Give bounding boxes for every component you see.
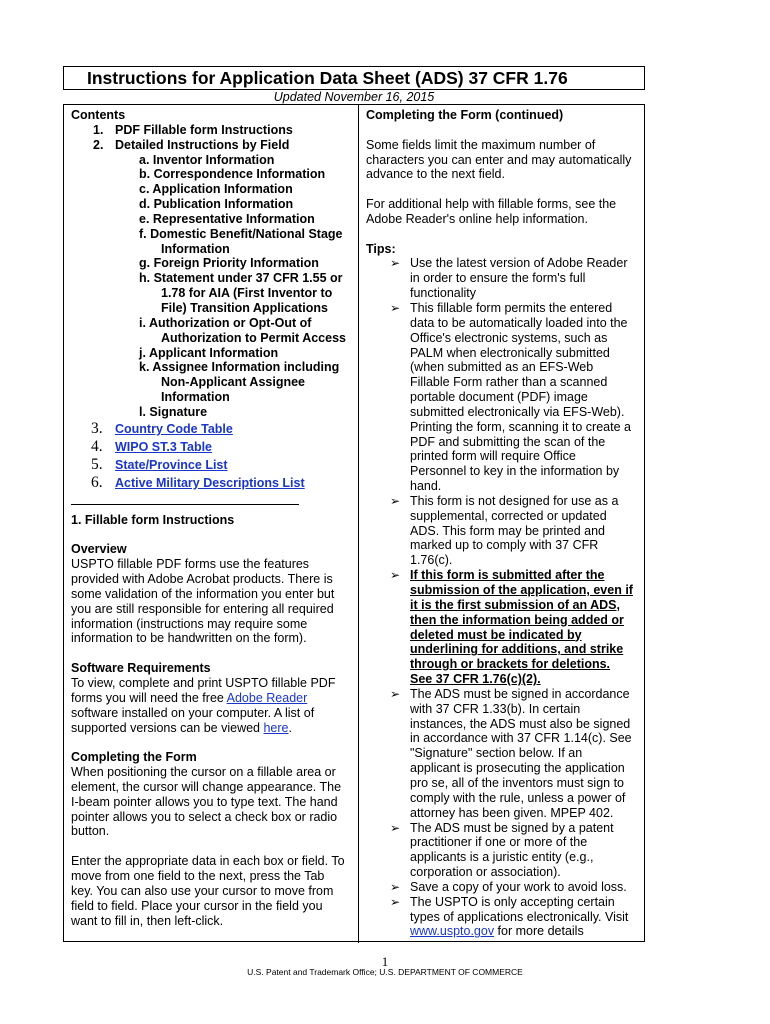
toc-sub-item: i. Authorization or Opt-Out of: [139, 315, 312, 330]
tip-line: The ADS must be signed in accordance: [410, 686, 630, 701]
adobe-reader-link[interactable]: Adobe Reader: [226, 690, 308, 705]
tip-line: If this form is submitted after the: [410, 568, 605, 583]
tip-item: [366, 256, 642, 301]
completing-line: When positioning the cursor on a fillable area or: [71, 765, 336, 780]
tip-line: The USPTO is only accepting certain: [410, 894, 615, 909]
toc-item-label: Detailed Instructions by Field: [115, 137, 290, 152]
tips-heading: Tips:: [366, 241, 396, 256]
toc-sub-item: c. Application Information: [139, 182, 293, 197]
tip-line: Office's electronic systems, such as: [410, 330, 608, 345]
two-column-table: [63, 104, 645, 942]
enter-data-line: field to field. Place your cursor in the field you: [71, 898, 323, 913]
fields-limit-line: Some fields limit the maximum number of: [366, 137, 596, 152]
fields-limit-line: advance to the next field.: [366, 167, 505, 182]
tip-line: This fillable form permits the entered: [410, 300, 613, 315]
additional-help-line: Adobe Reader's online help information.: [366, 211, 588, 226]
tip-line: 1.76(c).: [410, 553, 453, 568]
overview-line: information to be handwritten on the form).: [71, 631, 307, 646]
left-column: [71, 108, 353, 928]
toc-sub-items: [71, 153, 353, 420]
software-line: supported versions can be viewed here.: [71, 720, 292, 735]
tip-line: in accordance with 37 CFR 1.14(c). See: [410, 731, 632, 746]
overview-line: USPTO fillable PDF forms use the features: [71, 557, 310, 572]
uspto-link[interactable]: www.uspto.gov: [410, 924, 495, 939]
toc-link-item: [71, 455, 353, 476]
tip-line: with 37 CFR 1.33(b). In certain: [410, 701, 581, 716]
tip-line: ADS. This form may be printed and: [410, 523, 605, 538]
tip-line: printed form will require Office: [410, 449, 576, 464]
bullet-arrow-icon: ➢: [390, 894, 401, 909]
bullet-arrow-icon: ➢: [390, 568, 401, 583]
tip-line: attorney has been given. MPEP 402.: [410, 805, 614, 820]
tip-line: (when submitted as an EFS-Web: [410, 360, 594, 375]
tip-line: comply with the rule, unless a power of: [410, 790, 626, 805]
toc-link-item: [71, 437, 353, 458]
toc-sub-item: h. Statement under 37 CFR 1.55 or: [139, 271, 343, 286]
bullet-arrow-icon: ➢: [390, 686, 401, 701]
section-rule: [71, 504, 299, 505]
overview-text: [71, 557, 353, 646]
software-line: To view, complete and print USPTO fillable PDF: [71, 676, 336, 690]
enter-data-line: want to fill in, then left-click.: [71, 913, 224, 928]
bullet-arrow-icon: ➢: [390, 300, 401, 315]
tip-line: This form is not designed for use as a: [410, 493, 619, 508]
overview-line: some validation of the information you enter but: [71, 586, 335, 601]
section1-heading: 1. Fillable form Instructions: [71, 512, 235, 527]
additional-help-line: For additional help with fillable forms, see the: [366, 197, 617, 212]
fields-limit-text: [366, 138, 642, 183]
tip-line: Printing the form, scanning it to create a: [410, 419, 631, 434]
updated-date: Updated November 16, 2015: [273, 90, 435, 104]
toc-sub-item: f. Domestic Benefit/National Stage: [139, 226, 343, 241]
tip-line: types of applications electronically. Visit: [410, 909, 629, 924]
toc-sub-item: g. Foreign Priority Information: [139, 256, 319, 271]
tip-item: [366, 494, 642, 568]
toc-sub-item: k. Assignee Information including: [139, 360, 340, 375]
toc-sub-item: Authorization to Permit Access: [161, 330, 346, 345]
tip-item: [366, 568, 642, 687]
toc-item-label: PDF Fillable form Instructions: [115, 122, 293, 137]
tip-line: PALM when electronically submitted: [410, 345, 610, 360]
toc-heading: Contents: [71, 108, 126, 122]
tip-item: [366, 301, 642, 494]
supported-versions-link[interactable]: here: [263, 720, 289, 735]
toc-link-number: 3.: [91, 419, 103, 437]
tip-line: pro se, all of the inventors must sign to: [410, 775, 624, 790]
toc-item: [71, 123, 353, 138]
enter-data-line: Enter the appropriate data in each box or field. To: [71, 854, 345, 869]
additional-help-text: [366, 197, 642, 227]
tip-line: submission of the application, even if: [410, 583, 633, 597]
page-number: 1: [381, 954, 389, 969]
tip-line: marked up to comply with 37 CFR: [410, 538, 599, 553]
toc-sub-item: Non-Applicant Assignee: [161, 375, 305, 390]
tip-line: data to be automatically loaded into the: [410, 315, 628, 330]
software-heading: Software Requirements: [71, 661, 211, 676]
completing-text: [71, 765, 353, 839]
enter-data-line: key. You can also use your cursor to move from: [71, 883, 334, 898]
enter-data-text: [71, 854, 353, 928]
toc-link[interactable]: Country Code Table: [115, 421, 233, 436]
toc-link-number: 6.: [91, 473, 103, 491]
tip-line: practitioner if one or more of the: [410, 835, 588, 850]
bullet-arrow-icon: ➢: [390, 820, 401, 835]
toc-link-item: [71, 419, 353, 440]
toc-item: [71, 138, 353, 153]
overview-heading: Overview: [71, 542, 127, 557]
tip-line: applicants is a juristic entity (e.g.,: [410, 850, 594, 865]
tip-line: PDF and submitting the scan of the: [410, 434, 606, 449]
overview-line: provided with Adobe Acrobat products. There is: [71, 572, 333, 587]
toc-item-number: 1.: [93, 122, 104, 137]
tip-line: Use the latest version of Adobe Reader: [410, 256, 628, 271]
toc-sub-item: 1.78 for AIA (First Inventor to: [161, 286, 333, 301]
tip-line: corporation or association).: [410, 865, 561, 880]
enter-data-line: move from one field to the next, press the Tab: [71, 868, 325, 883]
right-column: [366, 108, 642, 939]
toc-sub-item: b. Correspondence Information: [139, 167, 326, 182]
overview-line: information (instructions may require some: [71, 616, 308, 631]
toc-link-item: [71, 473, 353, 494]
tip-line: submitted electronically via EFS-Web).: [410, 404, 625, 419]
title-box: [63, 66, 645, 90]
toc-sub-item: File) Transition Applications: [161, 300, 328, 315]
toc-main-items: [71, 123, 353, 153]
tip-line: See 37 CFR 1.76(c)(2).: [410, 672, 541, 687]
toc-link-number: 5.: [91, 455, 103, 473]
page-title: Instructions for Application Data Sheet (ADS) 37 CFR 1.76: [87, 68, 568, 88]
tip-item: [366, 687, 642, 821]
toc-sub-item: e. Representative Information: [139, 211, 315, 226]
tip-line: The ADS must be signed by a patent: [410, 820, 614, 835]
continued-heading: Completing the Form (continued): [366, 108, 564, 122]
toc-sub-item: Information: [161, 390, 230, 405]
toc-sub-item: l. Signature: [139, 404, 208, 419]
tip-line-tail: for more details: [494, 924, 584, 939]
tip-line: portable document (PDF) image: [410, 390, 588, 405]
toc-sub-item: d. Publication Information: [139, 197, 294, 212]
tip-line: through or brackets for deletions.: [410, 657, 611, 672]
tip-item: [366, 880, 642, 895]
completing-line: element, the cursor will change appearance. The: [71, 779, 342, 794]
bullet-arrow-icon: ➢: [390, 493, 401, 508]
toc-link[interactable]: State/Province List: [115, 457, 228, 472]
overview-line: you are still responsible for entering all required: [71, 601, 334, 616]
tip-line: deleted must be indicated by: [410, 627, 582, 642]
tip-line: then the information being added or: [410, 612, 624, 627]
tip-line: applicant is prosecuting the application: [410, 761, 625, 776]
software-line: software installed on your computer. A list of: [71, 705, 315, 720]
bullet-arrow-icon: ➢: [390, 879, 401, 894]
tip-line: Personnel to key in the information by: [410, 464, 620, 479]
software-line: forms you will need the free Adobe Reader: [71, 690, 308, 705]
toc-link[interactable]: WIPO ST.3 Table: [115, 439, 213, 454]
completing-line: pointer allows you to select a check box or radio: [71, 809, 338, 824]
completing-heading: Completing the Form: [71, 750, 197, 765]
tip-line: "Signature" section below. If an: [410, 746, 583, 761]
fields-limit-line: characters you can enter and may automatically: [366, 152, 632, 167]
tip-line: [410, 924, 642, 939]
tip-line: underlining for additions, and strike: [410, 642, 624, 657]
column-divider: [358, 105, 359, 943]
completing-line: I-beam pointer allows you to type text. The hand: [71, 794, 338, 809]
completing-line: button.: [71, 824, 110, 839]
toc-link-items: [71, 419, 353, 494]
tip-line: functionality: [410, 286, 477, 301]
tip-line: in order to ensure the form's full: [410, 271, 586, 286]
toc-item-number: 2.: [93, 137, 104, 152]
tip-line: hand.: [410, 479, 442, 494]
toc-link[interactable]: Active Military Descriptions List: [115, 475, 305, 490]
tip-line: supplemental, corrected or updated: [410, 508, 607, 523]
tip-line: instances, the ADS must also be signed: [410, 716, 631, 731]
footer-text: U.S. Patent and Trademark Office; U.S. DEPARTMENT OF COMMERCE: [247, 967, 523, 977]
toc-sub-item: Information: [161, 241, 230, 256]
bullet-arrow-icon: ➢: [390, 256, 401, 271]
tip-line: it is the first submission of an ADS,: [410, 597, 620, 612]
toc-sub-item: j. Applicant Information: [139, 345, 279, 360]
tip-line: Save a copy of your work to avoid loss.: [410, 879, 627, 894]
tip-item: [366, 821, 642, 880]
tip-item: [366, 895, 642, 940]
tips-list: [366, 256, 642, 939]
toc-link-number: 4.: [91, 437, 103, 455]
tip-line: Fillable Form rather than a scanned: [410, 375, 608, 390]
toc-sub-item: a. Inventor Information: [139, 152, 275, 167]
